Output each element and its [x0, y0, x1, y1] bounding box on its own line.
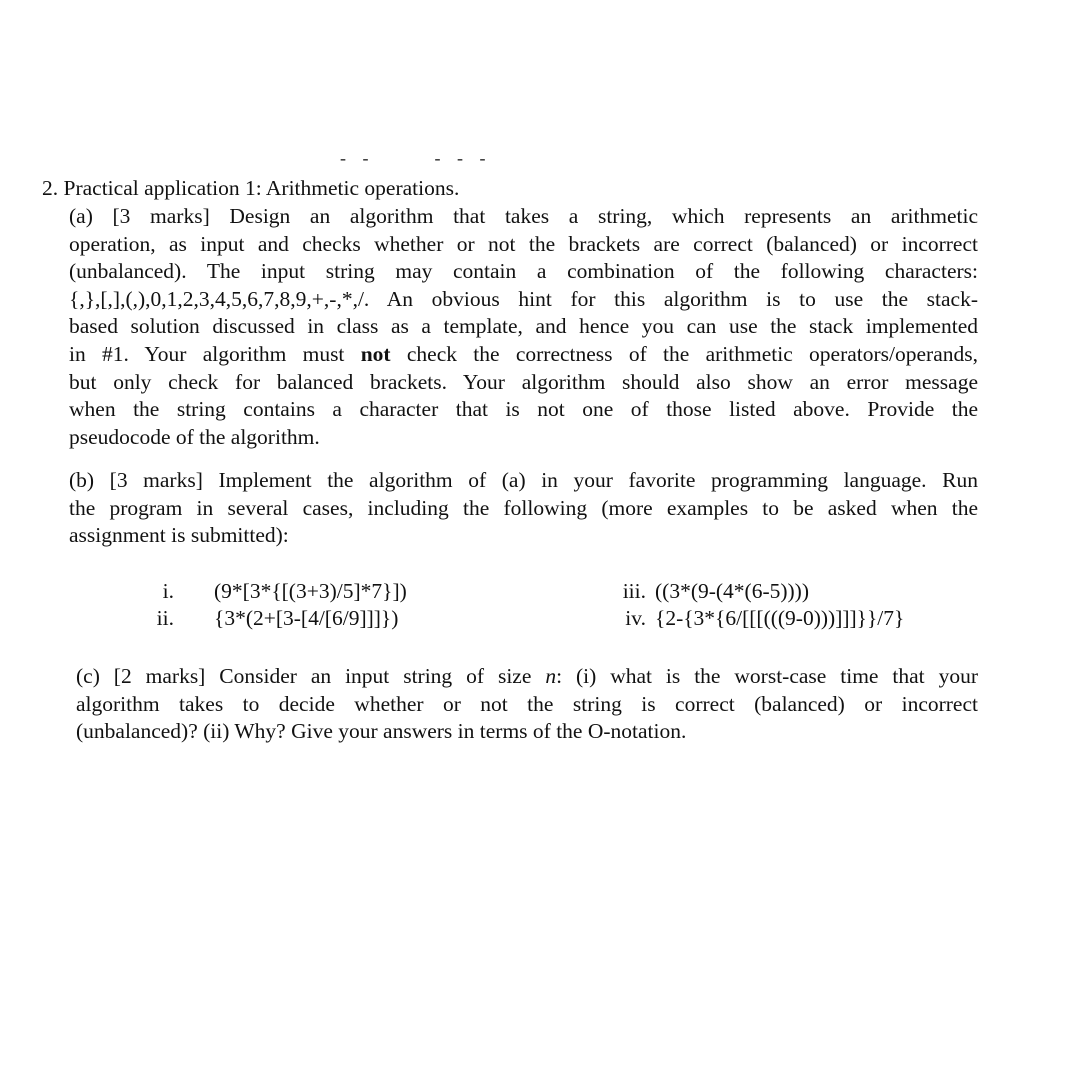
variable-n: n	[545, 664, 557, 688]
dash-mark-1: - -	[340, 148, 375, 168]
example-expression: ((3*(9-(4*(6-5))))	[655, 579, 810, 603]
example-expression: (9*[3*{[(3+3)/5]*7}])	[214, 579, 407, 603]
part-c-paragraph	[76, 663, 978, 746]
part-a-paragraph	[69, 203, 978, 451]
part-a-line: based solution discussed in class as a template, and hence you can use the stack implemented	[69, 314, 978, 339]
part-a-line: but only check for balanced brackets. Your algorithm should also show an error message	[69, 369, 978, 394]
part-c-line: algorithm takes to decide whether or not the string is correct (balanced) or incorrect	[76, 691, 978, 716]
part-c-text: : (i) what is the worst-case time that your	[556, 664, 978, 688]
question-heading: 2. Practical application 1: Arithmetic operations.	[42, 176, 460, 200]
example-number: i.	[162, 579, 174, 603]
example-number: ii.	[156, 606, 174, 630]
example-expression: {3*(2+[3-[4/[6/9]]]})	[214, 606, 399, 630]
part-a-text: in #1. Your algorithm must	[69, 341, 361, 366]
part-b-line: (b) [3 marks] Implement the algorithm of (a) in your favorite programming language. Run	[69, 468, 978, 492]
part-b-line: assignment is submitted):	[69, 523, 289, 548]
part-a-line: pseudocode of the algorithm.	[69, 424, 320, 449]
part-c-text: (c) [2 marks] Consider an input string of size	[76, 664, 546, 688]
part-a-line: (a) [3 marks] Design an algorithm that takes a string, which represents an arithmetic	[69, 204, 978, 228]
top-dash-marks	[340, 148, 551, 169]
part-a-line-with-emphasis	[69, 341, 978, 369]
part-a-line: {,},[,],(,),0,1,2,3,4,5,6,7,8,9,+,-,*,/. An obvious hint for this algorithm is to use the stack-	[69, 286, 978, 311]
part-a-text: check the correctness of the arithmetic operators/operands,	[390, 341, 978, 366]
emphasis-not: not	[360, 341, 391, 366]
part-b-paragraph	[69, 467, 978, 550]
example-expression: {2-{3*{6/[[[(((9-0)))]]]}}/7}	[655, 606, 905, 630]
part-a-line: (unbalanced). The input string may contain a combination of the following characters:	[69, 259, 978, 284]
part-c-line	[76, 663, 978, 691]
part-a-line: when the string contains a character that is not one of those listed above. Provide the	[69, 397, 978, 422]
example-number: iii.	[622, 579, 646, 603]
part-b-line: the program in several cases, including the following (more examples to be asked when the	[69, 495, 978, 520]
examples-list	[0, 578, 1091, 638]
part-c-line: (unbalanced)? (ii) Why? Give your answers in terms of the O-notation.	[76, 719, 687, 744]
example-number: iv.	[625, 606, 646, 630]
part-a-line: operation, as input and checks whether or not the brackets are correct (balanced) or incorrect	[69, 231, 978, 256]
dash-mark-2: - - -	[434, 148, 492, 168]
